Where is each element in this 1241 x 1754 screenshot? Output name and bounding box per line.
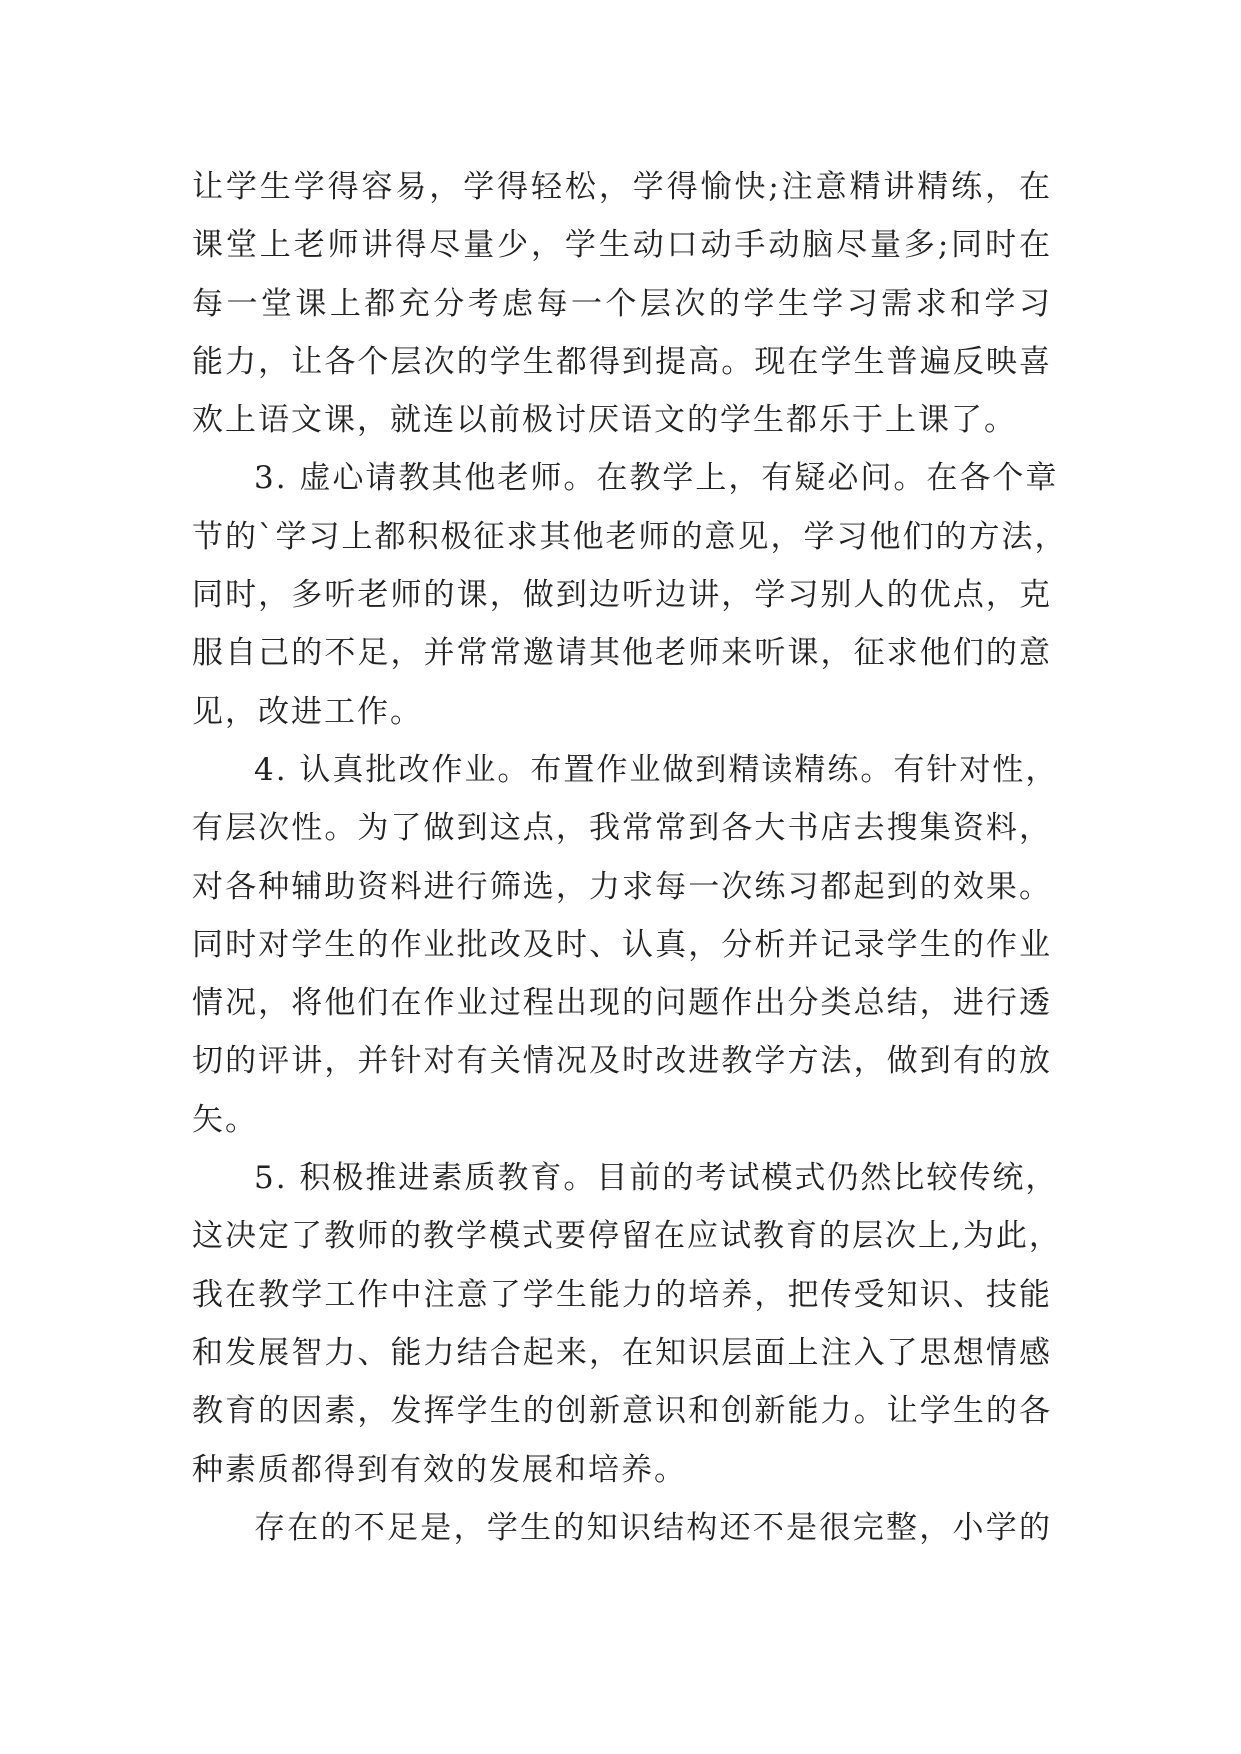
text-line: 和发展智力、能力结合起来，在知识层面上注入了思想情感 (192, 1334, 1052, 1371)
closing-paragraph-line: 存在的不足是，学生的知识结构还不是很完整，小学的 (254, 1509, 1052, 1546)
paragraph-3-heading-line: 3. 虚心请教其他老师。在教学上，有疑必问。在各个章 (254, 460, 1059, 497)
text-line: 让学生学得容易，学得轻松，学得愉快;注意精讲精练，在 (192, 169, 1052, 205)
text-line: 欢上语文课，就连以前极讨厌语文的学生都乐于上课了。 (192, 402, 1017, 439)
text-line: 课堂上老师讲得尽量少，学生动口动手动脑尽量多;同时在 (192, 227, 1052, 264)
document-body (192, 158, 1068, 1557)
text-line: 矢。 (192, 1101, 258, 1138)
text-line: 情况，将他们在作业过程出现的问题作出分类总结，进行透 (192, 985, 1052, 1022)
text-line: 我在教学工作中注意了学生能力的培养，把传受知识、技能 (192, 1276, 1052, 1313)
text-line: 切的评讲，并针对有关情况及时改进教学方法，做到有的放 (192, 1043, 1052, 1080)
text-line: 同时对学生的作业批改及时、认真，分析并记录学生的作业 (192, 926, 1052, 963)
text-line: 有层次性。为了做到这点，我常常到各大书店去搜集资料， (192, 810, 1052, 847)
text-line: 这决定了教师的教学模式要停留在应试教育的层次上,为此， (192, 1218, 1062, 1255)
text-line: 每一堂课上都充分考虑每一个层次的学生学习需求和学习 (192, 285, 1052, 322)
text-line: 对各种辅助资料进行筛选，力求每一次练习都起到的效果。 (192, 868, 1052, 905)
paragraph-4-heading-line: 4. 认真批改作业。布置作业做到精读精练。有针对性， (254, 751, 1059, 788)
text-line: 见，改进工作。 (192, 693, 423, 730)
text-line: 同时，多听老师的课，做到边听边讲，学习别人的优点，克 (192, 577, 1052, 614)
text-line: 节的`学习上都积极征求其他老师的意见，学习他们的方法， (192, 518, 1068, 555)
text-line: 种素质都得到有效的发展和培养。 (192, 1451, 687, 1488)
paragraph-5-heading-line: 5. 积极推进素质教育。目前的考试模式仍然比较传统， (254, 1160, 1059, 1197)
text-line: 教育的因素，发挥学生的创新意识和创新能力。让学生的各 (192, 1393, 1052, 1430)
text-line: 服自己的不足，并常常邀请其他老师来听课，征求他们的意 (192, 635, 1052, 672)
text-line: 能力，让各个层次的学生都得到提高。现在学生普遍反映喜 (192, 343, 1052, 380)
